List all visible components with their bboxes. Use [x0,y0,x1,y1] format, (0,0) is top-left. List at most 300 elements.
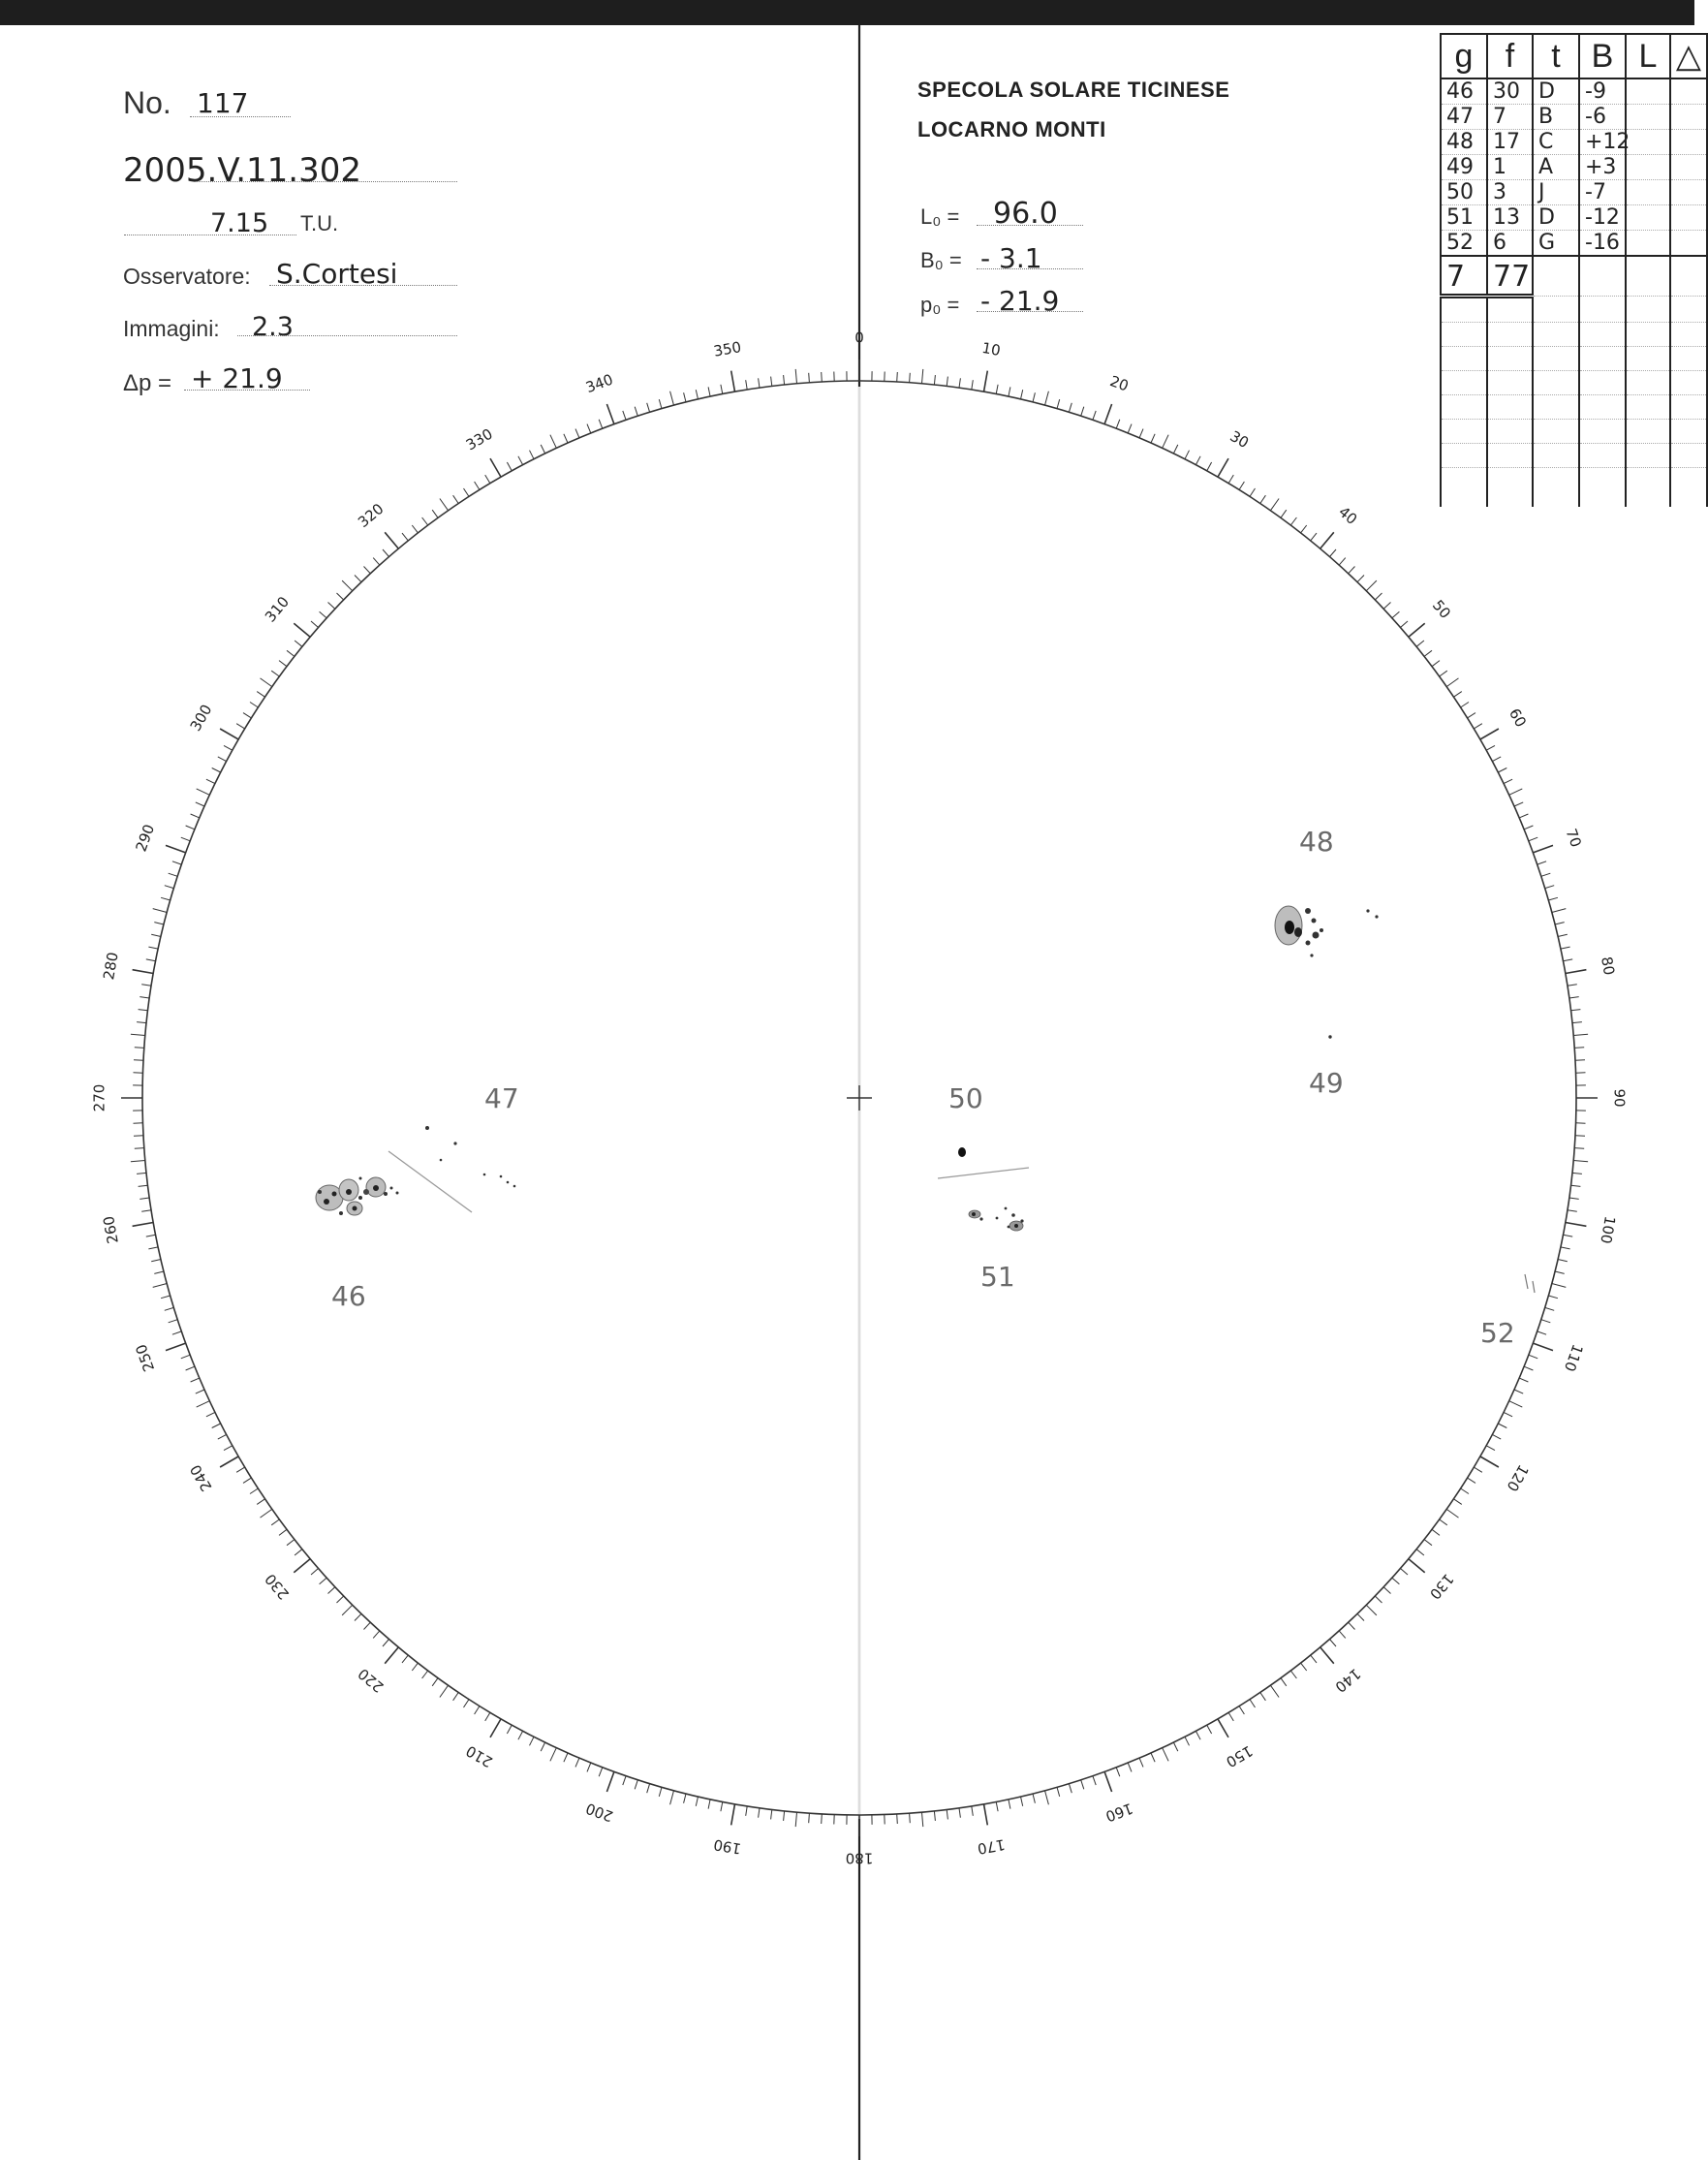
degree-tick [1081,1780,1084,1790]
degree-tick [1207,462,1212,471]
degree-tick [541,445,544,454]
degree-tick [1281,1678,1287,1686]
sunspot-group-51 [969,1207,1024,1231]
degree-tick [696,1797,698,1806]
cell-f: 30 [1487,78,1533,105]
no-label: No. [123,85,171,120]
degree-tick [261,1509,272,1518]
degree-tick [1474,1467,1482,1472]
degree-tick [294,623,310,637]
degree-tick [1509,789,1523,795]
degree-tick [1173,1742,1177,1751]
degree-tick [236,1467,245,1472]
cell-g: 48 [1441,130,1487,155]
degree-tick [432,510,438,517]
degree-tick [1569,1198,1579,1199]
degree-tick [1239,482,1244,489]
degree-tick [1572,1173,1582,1174]
degree-tick [135,1048,144,1049]
degree-tick [172,861,181,864]
degree-tick [1563,959,1572,961]
degree-tick [1045,391,1049,406]
degree-tick [1009,387,1010,396]
degree-tick [172,1331,181,1334]
degree-tick [1568,1210,1577,1212]
degree-tick [1033,1794,1035,1803]
degree-label-220: 220 [355,1664,388,1697]
degree-label-280: 280 [100,951,122,982]
cell-g: 49 [1441,155,1487,180]
degree-tick [1270,1685,1279,1697]
degree-tick [784,375,785,385]
degree-tick [224,745,233,750]
degree-tick [1151,1753,1155,1762]
cell-g: 47 [1441,105,1487,130]
cell-f: 13 [1487,205,1533,231]
degree-tick [148,1247,158,1249]
degree-tick [146,959,156,961]
cell-f: 1 [1487,155,1533,180]
degree-tick [1093,1776,1096,1785]
degree-tick [342,1605,353,1615]
degree-tick [1228,475,1233,484]
cell-B: -12 [1579,205,1626,231]
degree-tick [257,692,264,698]
degree-tick [485,475,490,484]
degree-tick [169,1320,178,1323]
degree-tick [337,1596,344,1603]
degree-label-210: 210 [462,1741,496,1771]
degree-tick [1480,729,1499,739]
degree-label-180: 180 [845,1849,874,1867]
degree-label-150: 150 [1223,1741,1257,1771]
degree-tick [1519,1378,1528,1382]
degree-tick [541,1742,544,1751]
degree-tick [412,525,418,533]
degree-label-70: 70 [1562,826,1585,850]
degree-label-290: 290 [132,822,159,855]
degree-tick [1290,1671,1296,1678]
degree-tick [1357,1613,1364,1620]
degree-tick [1218,1719,1228,1737]
institution-line2: LOCARNO MONTI [917,117,1106,141]
degree-tick [250,703,258,708]
degree-tick [550,435,556,449]
degree-tick [320,611,327,618]
degree-tick [1250,1700,1256,1707]
degree-tick [1498,768,1506,773]
degree-tick [131,1034,145,1035]
degree-label-260: 260 [100,1214,122,1245]
degree-tick [1468,713,1475,718]
degree-tick [464,488,470,496]
degree-tick [746,1806,748,1816]
degree-tick [1514,1390,1523,1393]
degree-tick [294,1559,310,1573]
degree-tick [959,1808,960,1818]
degree-tick [507,1725,512,1734]
degree-tick [809,373,810,383]
degree-tick [191,1378,200,1382]
degree-tick [1524,826,1533,830]
degree-label-270: 270 [90,1083,109,1112]
degree-tick [708,387,710,396]
degree-tick [822,372,823,382]
degree-tick [196,802,204,806]
degree-tick [165,1307,174,1310]
degree-tick [1349,567,1355,574]
cell-B: -6 [1579,105,1626,130]
degree-tick [141,1210,151,1212]
B0-value: - 3.1 [980,242,1042,274]
group-label-47: 47 [484,1082,519,1114]
cell-t: B [1533,105,1579,130]
cell-f: 17 [1487,130,1533,155]
degree-tick [1566,1223,1587,1227]
degree-tick [1069,403,1071,413]
degree-tick [1375,593,1382,600]
degree-tick [1461,703,1469,708]
degree-tick [373,558,380,566]
degree-tick [236,724,245,729]
degree-tick [1454,692,1462,698]
degree-tick [1009,1800,1010,1809]
L0-value: 96.0 [993,197,1058,231]
degree-tick [295,1550,302,1555]
degree-tick [464,1700,470,1707]
degree-tick [453,1693,459,1701]
group-label-51: 51 [980,1261,1015,1293]
degree-tick [206,1412,215,1416]
degree-tick [139,1185,148,1186]
group-50-axis-line [938,1168,1029,1178]
degree-tick [1409,623,1425,637]
degree-tick [1545,1307,1555,1310]
degree-tick [1573,1161,1588,1162]
degree-tick [1349,1622,1355,1629]
cell-g: 51 [1441,205,1487,231]
degree-tick [1218,458,1228,477]
dp-value: + 21.9 [191,362,283,394]
degree-tick [337,593,344,600]
degree-tick [550,1748,556,1762]
degree-tick [1139,429,1143,438]
no-value: 117 [197,87,249,119]
degree-tick [659,399,662,409]
images-label: Immagini: [123,316,220,341]
degree-tick [1116,1768,1120,1776]
degree-tick [1311,1655,1317,1663]
degree-tick [1320,1647,1334,1664]
degree-label-160: 160 [1102,1799,1135,1826]
degree-tick [1566,970,1587,974]
degree-tick [490,1719,501,1737]
degree-tick [220,1456,238,1467]
degree-label-60: 60 [1505,704,1531,731]
observer-value: S.Cortesi [276,258,398,290]
degree-label-340: 340 [583,370,616,397]
degree-tick [575,429,579,438]
degree-tick [996,385,998,394]
degree-tick [186,1366,195,1370]
degree-tick [1021,1797,1023,1806]
degree-tick [934,375,935,385]
degree-tick [1057,399,1060,409]
degree-tick [1424,1540,1432,1546]
degree-tick [1290,517,1296,525]
degree-label-330: 330 [462,424,496,454]
degree-tick [422,517,428,525]
degree-tick [1383,1587,1390,1594]
degree-label-320: 320 [355,499,388,532]
degree-tick [1401,621,1409,628]
sunspot-group-48 [1275,906,1379,957]
degree-tick [984,371,988,392]
degree-tick [1524,1366,1533,1370]
degree-tick [1366,1605,1377,1615]
cell-t: C [1533,130,1579,155]
degree-tick [996,1801,998,1811]
degree-tick [670,391,674,406]
degree-tick [181,837,190,841]
degree-tick [295,641,302,646]
degree-tick [1250,488,1256,496]
degree-tick [422,1671,428,1678]
degree-tick [166,845,186,853]
header-delta: △ [1670,34,1707,78]
sunspot-group-47 [425,1126,515,1187]
degree-tick [659,1787,662,1797]
degree-tick [1474,724,1482,729]
degree-tick [1571,1010,1581,1011]
degree-tick [133,1223,154,1227]
degree-tick [1021,390,1023,399]
degree-tick [1330,1640,1337,1647]
degree-tick [212,768,221,773]
degree-label-10: 10 [980,338,1003,360]
degree-tick [1081,407,1084,417]
degree-tick [721,385,723,394]
degree-tick [475,482,480,489]
degree-tick [311,1569,319,1576]
header-t: t [1533,34,1579,78]
cell-f: 3 [1487,180,1533,205]
degree-tick [153,909,168,913]
degree-tick [1545,886,1555,889]
degree-tick [1104,404,1112,424]
degree-tick [959,378,960,388]
degree-tick [1492,1434,1501,1439]
degree-tick [328,1587,335,1594]
degree-tick [606,1771,614,1792]
degree-tick [279,1529,287,1535]
group-label-48: 48 [1299,826,1334,858]
cell-g: 46 [1441,78,1487,105]
degree-tick [1568,985,1577,986]
degree-tick [1555,923,1565,924]
degree-label-20: 20 [1107,372,1132,395]
degree-tick [795,369,796,384]
degree-tick [635,1780,637,1790]
degree-tick [140,1198,149,1199]
degree-tick [220,729,238,739]
degree-tick [146,1235,156,1237]
degree-label-170: 170 [976,1835,1007,1858]
degree-tick [1486,745,1495,750]
sunspot-group-46 [316,1177,399,1216]
degree-tick [279,661,287,667]
degree-tick [1366,580,1377,591]
degree-tick [1552,909,1567,913]
degree-tick [647,1784,650,1794]
degree-tick [1207,1725,1212,1734]
degree-tick [212,1424,221,1428]
degree-tick [623,411,626,420]
degree-label-310: 310 [261,593,294,626]
degree-label-50: 50 [1428,596,1455,622]
degree-label-300: 300 [186,701,216,735]
degree-tick [1486,1446,1495,1451]
degree-tick [1574,1048,1584,1049]
degree-tick [1045,1791,1049,1805]
degree-tick [897,1814,898,1824]
degree-tick [599,1768,603,1776]
degree-tick [364,1622,371,1629]
degree-tick [1357,576,1364,582]
institution-line1: SPECOLA SOLARE TICINESE [917,78,1230,102]
degree-tick [1320,532,1334,548]
degree-tick [606,404,614,424]
degree-tick [218,757,227,762]
degree-tick [1260,1693,1266,1701]
degree-tick [320,1578,327,1584]
degree-tick [1301,525,1307,533]
group-label-46: 46 [331,1280,366,1312]
degree-tick [1468,1478,1475,1483]
degree-label-110: 110 [1560,1341,1587,1374]
date-value: 2005.V.11.302 [123,151,361,190]
degree-tick [1173,445,1177,454]
degree-tick [224,1446,233,1451]
degree-tick [1163,435,1168,449]
degree-tick [154,1271,164,1273]
degree-tick [1537,1331,1546,1334]
degree-tick [731,371,735,392]
degree-tick [1185,451,1190,459]
degree-tick [166,1343,186,1351]
header-f: f [1487,34,1533,78]
header-g: g [1441,34,1487,78]
degree-tick [1558,934,1568,936]
degree-tick [311,621,319,628]
degree-label-0: 0 [854,329,864,347]
degree-tick [910,1813,911,1823]
degree-tick [1575,1060,1585,1061]
group-label-49: 49 [1309,1067,1344,1099]
degree-label-40: 40 [1335,502,1361,529]
degree-tick [721,1801,723,1811]
degree-label-250: 250 [132,1341,159,1374]
degree-tick [696,390,698,399]
degree-tick [684,1794,686,1803]
group-label-50: 50 [948,1082,983,1114]
degree-tick [1440,1519,1447,1525]
degree-tick [1163,1748,1168,1762]
degree-tick [1196,456,1200,465]
degree-tick [564,434,568,443]
degree-tick [402,533,408,541]
degree-tick [972,380,974,390]
degree-tick [771,377,772,387]
cell-t: A [1533,155,1579,180]
degree-tick [1575,1136,1585,1137]
header-L: L [1626,34,1670,78]
cell-t: G [1533,231,1579,257]
degree-tick [1573,1034,1588,1035]
degree-tick [1533,845,1553,853]
degree-tick [1401,1569,1409,1576]
degree-tick [1424,650,1432,656]
sunspot-group-52 [1525,1274,1535,1293]
degree-tick [1561,1247,1570,1249]
degree-tick [1339,558,1346,566]
cell-g: 52 [1441,231,1487,257]
degree-tick [271,1519,279,1525]
degree-tick [151,934,161,936]
degree-tick [1548,897,1558,900]
degree-tick [910,373,911,383]
degree-tick [197,789,210,795]
degree-tick [148,947,158,949]
degree-tick [922,369,923,384]
group-46-axis-line [388,1151,472,1212]
cell-B: +3 [1579,155,1626,180]
degree-tick [1392,1578,1400,1584]
degree-tick [897,372,898,382]
time-value: 7.15 [210,208,269,238]
sunspot-group-50 [958,1147,966,1157]
degree-tick [134,1060,143,1061]
degree-tick [518,456,523,465]
degree-tick [485,1712,490,1721]
degree-tick [1185,1737,1190,1745]
degree-tick [1529,1355,1537,1359]
cell-B: +12 [1579,130,1626,155]
degree-tick [385,532,398,548]
degree-tick [1033,392,1035,402]
degree-label-140: 140 [1331,1664,1364,1697]
cell-t: J [1533,180,1579,205]
degree-tick [575,1758,579,1767]
degree-label-100: 100 [1597,1214,1619,1245]
degree-tick [984,1804,988,1826]
degree-tick [355,576,361,582]
dp-label: Δp = [123,370,172,396]
degree-tick [1533,1343,1553,1351]
cell-f: 6 [1487,231,1533,257]
degree-label-30: 30 [1227,426,1253,453]
degree-tick [587,1763,591,1771]
degree-tick [1563,1235,1572,1237]
degree-tick [1446,678,1458,687]
degree-tick [153,1284,168,1288]
degree-tick [383,1640,389,1647]
degree-tick [1537,861,1546,864]
degree-tick [1514,802,1523,806]
degree-tick [1301,1663,1307,1671]
group-label-52: 52 [1480,1317,1515,1349]
degree-tick [1392,611,1400,618]
